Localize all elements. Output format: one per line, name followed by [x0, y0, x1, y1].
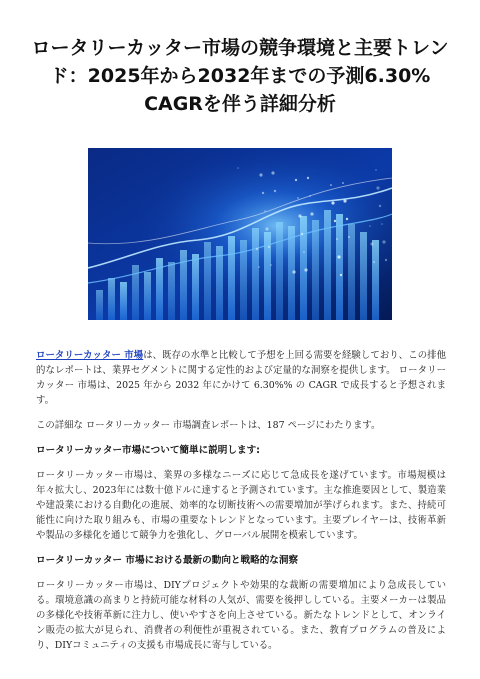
illustration-bar [336, 214, 343, 320]
illustration-sparkle [331, 201, 334, 204]
page-title: ロータリーカッター市場の競争環境と主要トレンド：2025年から2032年までの予測6.30% CAGRを伴う詳細分析 [31, 37, 449, 115]
illustration-sparkle [348, 236, 350, 238]
illustration-sparkle [346, 218, 348, 220]
illustration-bar [348, 224, 355, 320]
illustration-sparkle [265, 227, 268, 230]
illustration-sparkle [298, 214, 301, 217]
section2-heading: ロータリーカッター 市場における最新の動向と戦略的な洞察 [36, 555, 299, 566]
illustration-bar [168, 262, 175, 320]
hero-image [88, 148, 392, 320]
illustration-sparkle [262, 192, 264, 194]
illustration-sparkle [342, 182, 344, 184]
illustration-sparkle [336, 238, 338, 240]
illustration-sparkle [295, 179, 297, 181]
illustration-bar [360, 232, 367, 320]
illustration-bar [372, 240, 379, 320]
illustration-bar [276, 222, 283, 320]
illustration-bar [228, 236, 235, 320]
illustration-sparkle [370, 242, 373, 245]
market-graph-illustration [88, 148, 392, 320]
illustration-sparkle [337, 255, 340, 258]
illustration-bar [204, 242, 211, 320]
illustration-sparkle [303, 251, 305, 253]
illustration-bar [96, 290, 103, 320]
report-pages-paragraph: この詳細な ロータリーカッター 市場調査レポートは、187 ページにわたります。 [36, 420, 381, 431]
illustration-bar [312, 220, 319, 320]
illustration-sparkle [385, 259, 387, 261]
illustration-sparkle [304, 268, 307, 271]
illustration-sparkle [381, 223, 383, 225]
illustration-sparkle [237, 167, 239, 169]
illustration-sparkle [307, 177, 309, 179]
illustration-sparkle [375, 169, 377, 171]
illustration-bar [108, 278, 115, 320]
market-link[interactable]: ロータリーカッター 市場 [36, 350, 144, 361]
illustration-sparkle [301, 233, 303, 235]
illustration-sparkle [382, 240, 385, 243]
illustration-bar [120, 282, 127, 320]
section2-paragraph: ロータリーカッター市場は、DIYプロジェクトや効果的な裁断の需要増加により急成長している。環境意識の高まりと持続可能な材料の人気が、需要を後押ししている。主要メーカーは製品の多様化や技術革新に注力し、使いやすさを向上させている。新たなトレンドとして、オンライン販売の拡大が見られ、消費者の利便性が重視されている。また、教育プログラムの普及により、DIYコミュニティの支援も市場成長に寄与している。 [36, 580, 446, 651]
illustration-sparkle [343, 199, 346, 202]
illustration-sparkle [376, 186, 379, 189]
illustration-bar [180, 250, 187, 320]
illustration-sparkle [379, 205, 381, 207]
intro-text: は、既存の水準と比較して予想を上回る需要を経験しており、この排他的なレポートは、業界セグメントに関する定性的および定量的な洞察を提供します。 ロータリーカッター 市場は、2025 年から 2032 年にかけて 6.30%% の CAGR で成長すると予想されます。 [36, 350, 446, 406]
illustration-sparkle [330, 184, 332, 186]
illustration-bar [216, 246, 223, 320]
illustration-sparkle [340, 274, 342, 276]
illustration-sparkle [334, 220, 336, 222]
illustration-bar [144, 272, 151, 320]
illustration-sparkle [271, 171, 274, 174]
illustration-sparkle [264, 210, 266, 212]
illustration-bar [324, 210, 331, 320]
illustration-sparkle [270, 264, 272, 266]
illustration-sparkle [274, 190, 276, 192]
illustration-sparkle [309, 195, 311, 197]
illustration-bar [252, 228, 259, 320]
illustration-sparkle [259, 173, 262, 176]
section1-heading: ロータリーカッター市場について簡単に説明します: [36, 445, 261, 456]
illustration-sparkle [373, 261, 375, 263]
illustration-bar [192, 254, 199, 320]
illustration-sparkle [256, 248, 258, 250]
illustration-sparkle [268, 246, 270, 248]
illustration-bar [300, 216, 307, 320]
section1-paragraph: ロータリーカッター市場は、業界の多様なニーズに応じて急成長を遂げています。市場規模は年々拡大し、2023年には数十億ドルに達すると予測されています。主な推進要因として、製造業や建設業における自動化の進展、効率的な切断技術への需要増加が挙げられます。また、持続可能性に向けた取り組みも、市場の重要なトレンドとなっています。主要プレイヤーは、技術革新や製品の多様化を通じて競争力を強化し、グローバル展開を模索しています。 [36, 470, 446, 541]
illustration-sparkle [369, 225, 371, 227]
article-body [36, 348, 446, 663]
intro-paragraph [36, 348, 446, 408]
illustration-sparkle [292, 270, 295, 273]
illustration-sparkle [258, 266, 260, 268]
illustration-sparkle [310, 212, 313, 215]
illustration-sparkle [297, 197, 299, 199]
